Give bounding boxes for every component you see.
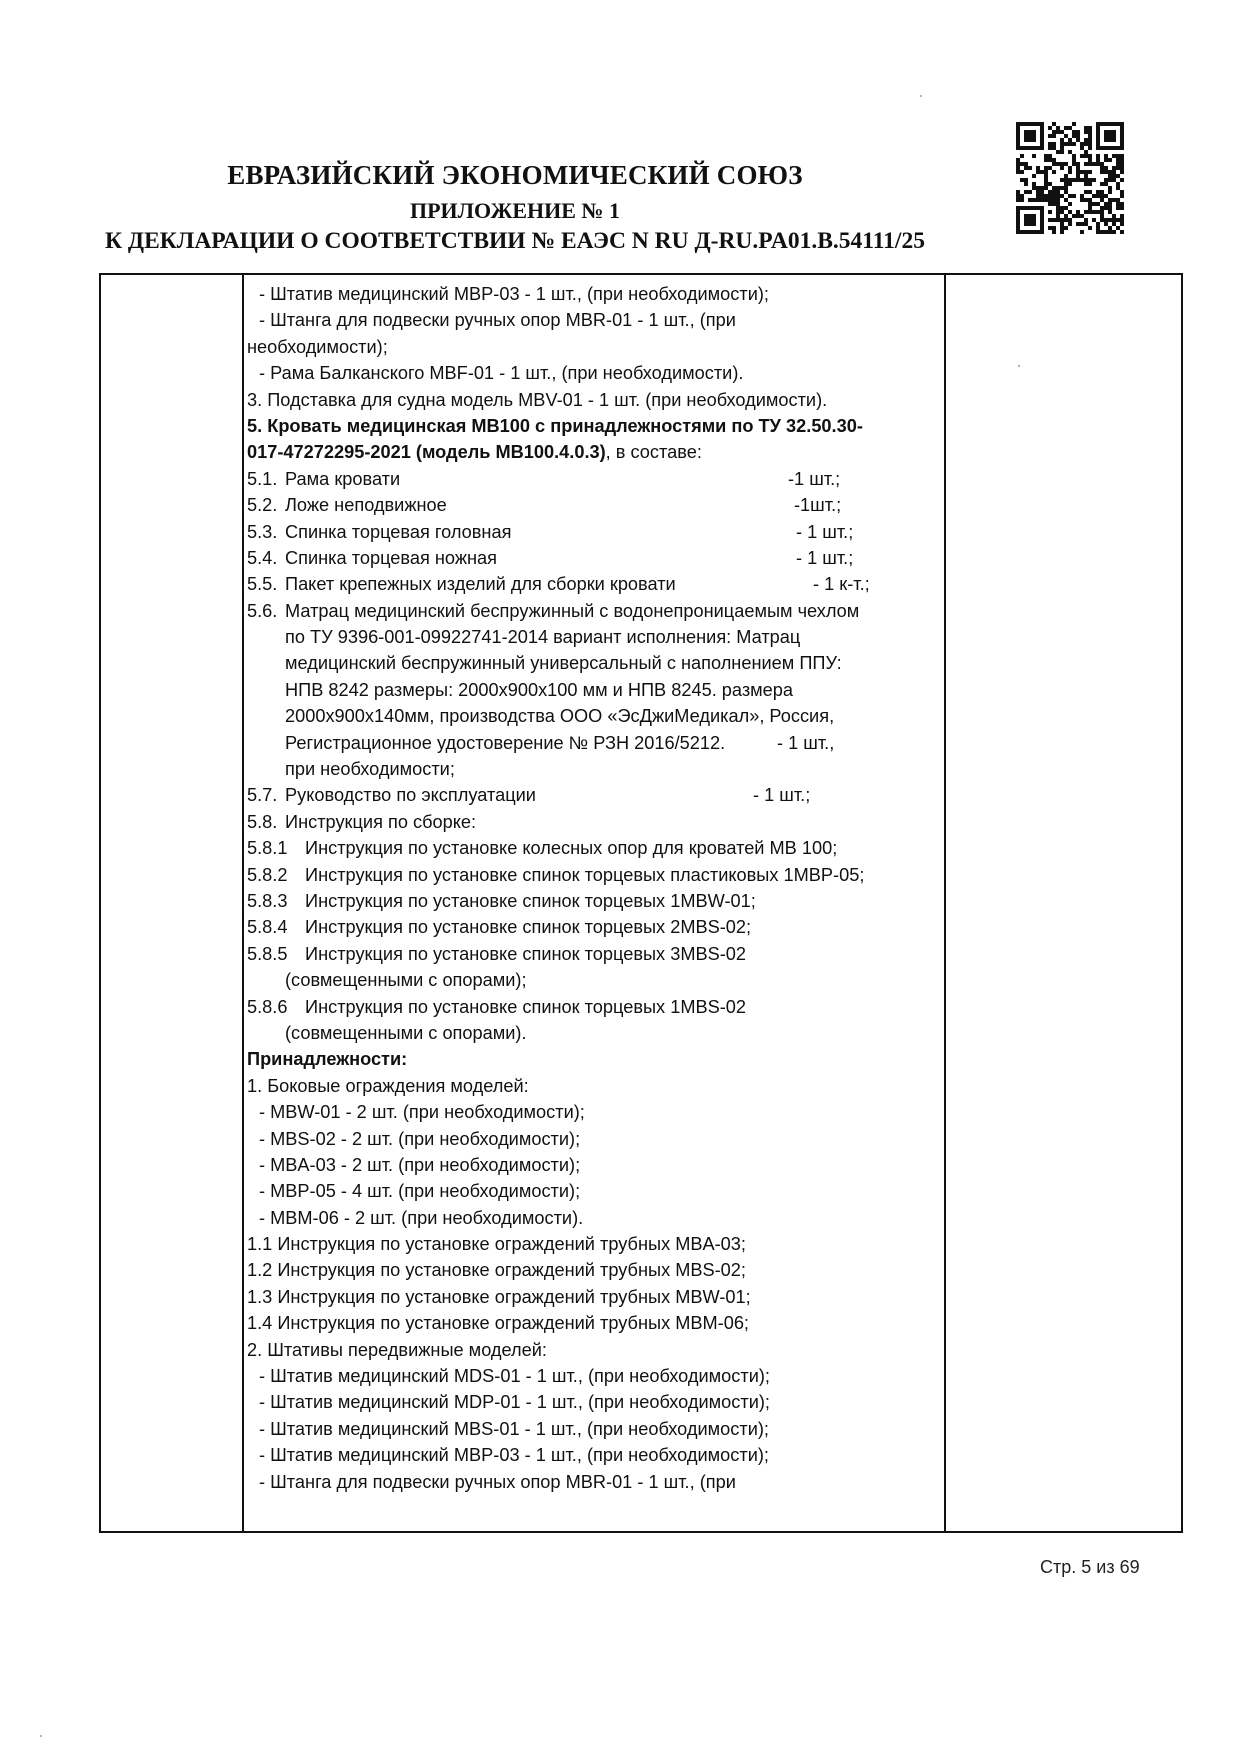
- item-text: Ложе неподвижное: [285, 495, 447, 516]
- stand-item: - Штатив медицинский MDP-01 - 1 шт., (при необходимости);: [259, 1392, 770, 1413]
- item-qty: - 1 шт.;: [796, 547, 854, 568]
- assembly-instruction: [245, 941, 943, 967]
- rail-item: - MBP-05 - 4 шт. (при необходимости);: [259, 1181, 581, 1202]
- item-qty: -1шт.;: [794, 495, 842, 516]
- rail-instruction: 1.2 Инструкция по установке ограждений трубных MBS-02;: [247, 1260, 746, 1281]
- item-text: Спинка торцевая головная: [285, 521, 512, 542]
- composition-item: [245, 519, 943, 545]
- appendix-title: ПРИЛОЖЕНИЕ № 1: [409, 198, 621, 223]
- item-text: Рама кровати: [285, 468, 401, 489]
- item-number: 5.8.4: [247, 917, 288, 938]
- item-number: 5.7.: [247, 785, 278, 806]
- assembly-item: [245, 809, 943, 835]
- accessories-title: Принадлежности:: [247, 1049, 408, 1070]
- section5-rest: , в составе:: [605, 442, 702, 463]
- mattress-line: при необходимости;: [285, 759, 455, 780]
- item-qty: - 1 шт.;: [753, 785, 811, 806]
- union-title: ЕВРАЗИЙСКИЙ ЭКОНОМИЧЕСКИЙ СОЮЗ: [227, 160, 803, 190]
- item-qty: - 1 шт.;: [796, 521, 854, 542]
- stand-item: - Штатив медицинский MDS-01 - 1 шт., (при необходимости);: [259, 1366, 770, 1387]
- rails-title: 1. Боковые ограждения моделей:: [247, 1075, 529, 1096]
- rail-instruction: 1.1 Инструкция по установке ограждений трубных MBA-03;: [247, 1234, 746, 1255]
- page-number: Стр. 5 из 69: [1040, 1557, 1140, 1577]
- mattress-line: медицинский беспружинный универсальный с наполнением ППУ:: [285, 653, 842, 674]
- list-item: - Штанга для подвески ручных опор MBR-01 - 1 шт., (при: [259, 310, 736, 331]
- list-item: необходимости);: [247, 336, 388, 357]
- rail-item: - MBM-06 - 2 шт. (при необходимости).: [259, 1207, 584, 1228]
- item-number: 5.8.6: [247, 996, 288, 1017]
- item-qty: - 1 к-т.;: [813, 574, 870, 595]
- item-text: Инструкция по сборке:: [285, 811, 477, 832]
- rail-instruction: 1.3 Инструкция по установке ограждений трубных MBW-01;: [247, 1286, 751, 1307]
- list-item: - Штатив медицинский MBP-03 - 1 шт., (при необходимости);: [259, 284, 769, 304]
- item-text: Инструкция по установке спинок торцевых пластиковых 1MBP-05;: [305, 864, 865, 885]
- rail-item: - MBA-03 - 2 шт. (при необходимости);: [259, 1154, 581, 1175]
- section5-model: 017-47272295-2021 (модель MB100.4.0.3): [247, 442, 606, 463]
- item-text: Пакет крепежных изделий для сборки кровати: [285, 574, 676, 595]
- item-text: Регистрационное удостоверение № РЗН 2016/5212.: [285, 732, 726, 753]
- content-table: [99, 273, 1183, 1533]
- item-text: Инструкция по установке спинок торцевых 3MBS-02: [305, 943, 747, 964]
- item-number: 5.4.: [247, 547, 278, 568]
- item-number: 5.8.5: [247, 943, 288, 964]
- assembly-instruction-cont: (совмещенными с опорами).: [285, 1022, 527, 1043]
- item-number: 5.8.1: [247, 838, 288, 859]
- assembly-instruction: [245, 888, 943, 914]
- item-text: Руководство по эксплуатации: [285, 785, 536, 806]
- item-qty: -1 шт.;: [788, 468, 841, 489]
- declaration-title: К ДЕКЛАРАЦИИ О СООТВЕТСТВИИ № ЕАЭС N RU Д-RU.PA01.B.54111/25: [105, 228, 925, 254]
- list-item: 3. Подставка для судна модель MBV-01 - 1 шт. (при необходимости).: [247, 389, 828, 410]
- table-column-right: [944, 275, 1183, 1531]
- stands-title: 2. Штативы передвижные моделей:: [247, 1339, 547, 1360]
- stand-item: - Штатив медицинский MBP-03 - 1 шт., (при необходимости);: [259, 1445, 769, 1466]
- list-item: - Рама Балканского MBF-01 - 1 шт., (при необходимости).: [259, 363, 744, 384]
- item-qty: - 1 шт.,: [777, 732, 835, 753]
- rail-item: - MBS-02 - 2 шт. (при необходимости);: [259, 1128, 581, 1149]
- mattress-line: [245, 730, 943, 756]
- section5-title: 5. Кровать медицинская МВ100 с принадлежностями по ТУ 32.50.30-: [247, 415, 863, 436]
- table-content-cell: [245, 275, 943, 1495]
- mattress-item: [245, 598, 943, 624]
- item-number: 5.8.2: [247, 864, 288, 885]
- item-number: 5.8.3: [247, 890, 288, 911]
- qr-code-icon: [1016, 122, 1124, 234]
- assembly-instruction: [245, 994, 943, 1020]
- composition-item: [245, 545, 943, 571]
- composition-item: [245, 571, 943, 597]
- item-text: Инструкция по установке спинок торцевых 2MBS-02;: [305, 917, 752, 938]
- mattress-line: по ТУ 9396-001-09922741-2014 вариант исполнения: Матрац: [285, 627, 801, 648]
- rail-item: - MBW-01 - 2 шт. (при необходимости);: [259, 1102, 585, 1123]
- composition-item: [245, 492, 943, 518]
- item-number: 5.8.: [247, 811, 278, 832]
- table-column-left: [101, 275, 244, 1531]
- item-number: 5.5.: [247, 574, 278, 595]
- composition-item: [245, 466, 943, 492]
- rail-instruction: 1.4 Инструкция по установке ограждений трубных MBM-06;: [247, 1313, 749, 1334]
- item-number: 5.1.: [247, 468, 278, 489]
- item-text: Инструкция по установке спинок торцевых 1MBW-01;: [305, 890, 756, 911]
- item-text: Спинка торцевая ножная: [285, 547, 497, 568]
- mattress-line: 2000х900х140мм, производства ООО «ЭсДжиМедикал», Россия,: [285, 706, 835, 727]
- item-text: Матрац медицинский беспружинный с водонепроницаемым чехлом: [285, 600, 860, 621]
- assembly-instruction: [245, 835, 943, 861]
- stand-item: - Штанга для подвески ручных опор MBR-01 - 1 шт., (при: [259, 1471, 736, 1492]
- mattress-line: НПВ 8242 размеры: 2000х900х100 мм и НПВ 8245. размера: [285, 679, 794, 700]
- item-text: Инструкция по установке колесных опор для кроватей МВ 100;: [305, 838, 838, 859]
- item-text: Инструкция по установке спинок торцевых 1MBS-02: [305, 996, 747, 1017]
- stand-item: - Штатив медицинский MBS-01 - 1 шт., (при необходимости);: [259, 1418, 769, 1439]
- assembly-instruction-cont: (совмещенными с опорами);: [285, 970, 527, 991]
- section5-title-cont: [245, 439, 943, 465]
- item-number: 5.2.: [247, 495, 278, 516]
- assembly-instruction: [245, 862, 943, 888]
- item-number: 5.3.: [247, 521, 278, 542]
- item-number: 5.6.: [247, 600, 278, 621]
- manual-item: [245, 782, 943, 808]
- assembly-instruction: [245, 914, 943, 940]
